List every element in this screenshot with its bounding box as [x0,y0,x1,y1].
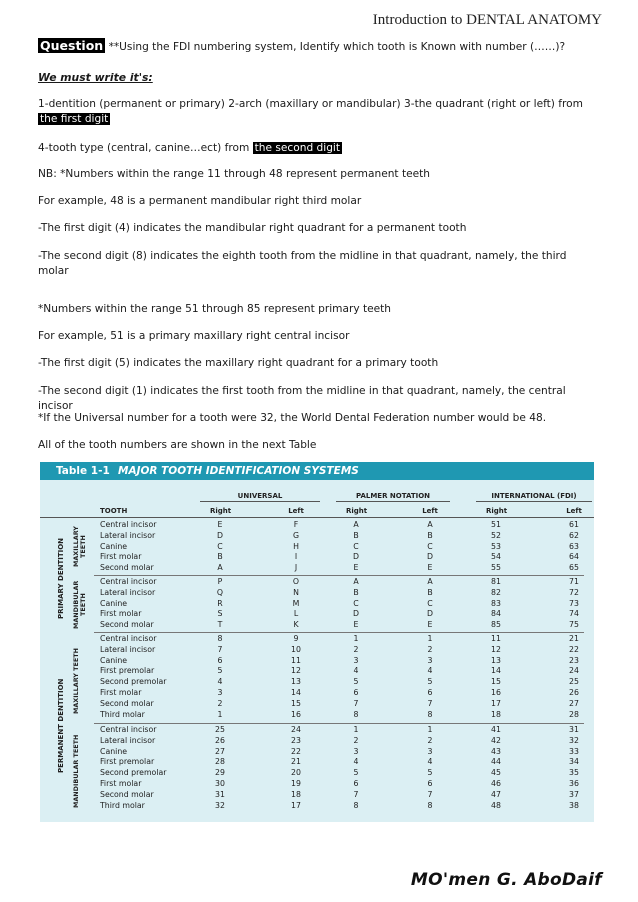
palmer-right-cell: 5 [353,677,359,687]
palmer-left-cell: 4 [427,666,433,676]
palmer-left-cell: C [427,541,433,551]
table-number: Table 1-1 [56,465,110,477]
fdi-left-cell: 75 [569,620,579,630]
universal-right-cell: P [217,577,223,586]
fdi-right-cell: 13 [491,655,501,665]
tooth-name-cell: Lateral incisor [100,644,156,654]
universal-left-cell: J [294,563,298,573]
palmer-right-cell: 4 [353,757,359,767]
fdi-right-cell: 85 [491,620,501,630]
palmer-left-cell: 6 [427,688,433,697]
fdi-right-cell: 11 [491,634,501,643]
fdi-right-cell: 55 [491,563,501,573]
palmer-right-cell: C [353,541,359,551]
col-fdi-right: Right [486,507,508,515]
tooth-name-cell: Central incisor [100,520,157,529]
table-row [40,563,594,574]
universal-left-cell: G [292,530,300,540]
section-divider [94,575,584,576]
universal-left-cell: 10 [291,644,301,654]
fdi-left-cell: 26 [569,688,579,697]
tooth-name-cell: Second molar [100,620,154,630]
palmer-right-cell: 3 [353,655,359,665]
table-group-headers [40,492,594,506]
palmer-right-cell: C [353,598,359,608]
col-universal-right: Right [210,507,232,515]
fdi-right-cell: 48 [491,800,501,810]
palmer-right-cell: E [353,620,359,630]
tooth-name-cell: Canine [100,598,128,608]
section-divider [94,723,584,724]
palmer-left-cell: A [427,520,433,529]
universal-right-cell: 6 [217,655,223,665]
universal-right-cell: Q [216,587,224,597]
universal-left-cell: 20 [291,768,301,778]
palmer-right-cell: 6 [353,779,359,788]
universal-left-cell: 9 [293,634,299,643]
tooth-name-cell: First molar [100,779,142,788]
fdi-right-cell: 51 [491,520,501,529]
fdi-right-cell: 12 [491,644,501,654]
universal-left-cell: 15 [291,698,301,708]
palmer-right-cell: B [353,530,359,540]
primary-first-digit-line: -The first digit (5) indicates the maxillary right quadrant for a primary tooth [38,357,439,369]
fdi-left-cell: 32 [569,735,579,745]
table-row [40,577,594,588]
author-signature: MO'men G. AboDaif [410,870,602,890]
table-row [40,656,594,667]
universal-right-cell: 27 [215,746,225,756]
tooth-name-cell: Central incisor [100,634,157,643]
fdi-left-cell: 27 [569,698,579,708]
universal-left-cell: M [292,598,300,608]
palmer-right-cell: A [353,520,359,529]
fdi-right-cell: 83 [491,598,501,608]
tooth-name-cell: First molar [100,609,142,619]
universal-right-cell: B [217,552,223,562]
universal-right-cell: 28 [215,757,225,767]
highlight-first-digit: the first digit [40,113,109,125]
universal-left-cell: 19 [291,779,301,788]
universal-left-cell: 14 [291,688,301,697]
universal-right-cell: 26 [215,735,225,745]
example-line: For example, 48 is a permanent mandibular right third molar [38,195,362,207]
universal-right-cell: 25 [215,725,225,734]
fdi-right-cell: 41 [491,725,501,734]
fdi-right-cell: 53 [491,541,501,551]
palmer-left-cell: 6 [427,779,433,788]
table-row [40,790,594,801]
fdi-left-cell: 33 [569,746,579,756]
table-row [40,736,594,747]
fdi-group-header: INTERNATIONAL (FDI) [476,492,592,502]
universal-left-cell: 13 [291,677,301,687]
table-row [40,688,594,699]
fdi-left-cell: 62 [569,530,579,540]
universal-right-cell: 31 [215,789,225,799]
tooth-name-cell: Second molar [100,563,154,573]
universal-right-cell: R [217,598,223,608]
table-row [40,552,594,563]
palmer-right-cell: D [352,552,359,562]
universal-right-cell: 7 [217,644,223,654]
palmer-group-header: PALMER NOTATION [336,492,450,502]
universal-left-cell: 16 [291,709,301,719]
palmer-left-cell: 7 [427,698,433,708]
fdi-left-cell: 34 [569,757,579,767]
fdi-left-cell: 38 [569,800,579,810]
table-row [40,747,594,758]
palmer-right-cell: 8 [353,709,359,719]
palmer-left-cell: 3 [427,746,433,756]
table-row [40,710,594,721]
fdi-left-cell: 61 [569,520,579,529]
col-palmer-right: Right [346,507,368,515]
fdi-left-cell: 72 [569,587,579,597]
universal-right-cell: A [217,563,223,573]
palmer-left-cell: 4 [427,757,433,767]
table-column-headers [40,506,594,518]
palmer-left-cell: B [427,530,433,540]
paragraph-line-2 [38,141,598,156]
col-universal-left: Left [288,507,304,515]
palmer-left-cell: 7 [427,789,433,799]
palmer-right-cell: 1 [353,634,359,643]
palmer-left-cell: 5 [427,768,433,778]
tooth-name-cell: Second molar [100,698,154,708]
fdi-left-cell: 64 [569,552,579,562]
fdi-left-cell: 23 [569,655,579,665]
tooth-name-cell: Second premolar [100,768,167,778]
universal-left-cell: 11 [291,655,301,665]
primary-example-line: For example, 51 is a primary maxillary right central incisor [38,330,350,342]
palmer-right-cell: 2 [353,735,359,745]
question-label: Question [40,38,104,53]
table-row [40,757,594,768]
must-write-label: We must write it's: [38,71,153,84]
palmer-right-cell: 3 [353,746,359,756]
palmer-left-cell: B [427,587,433,597]
table-row [40,520,594,531]
fdi-left-cell: 25 [569,677,579,687]
palmer-right-cell: E [353,563,359,573]
palmer-right-cell: A [353,577,359,586]
primary-mandibular-label: MANDIBULAR TEETH [72,580,87,630]
fdi-left-cell: 65 [569,563,579,573]
table-row [40,677,594,688]
palmer-left-cell: 2 [427,735,433,745]
palmer-left-cell: 2 [427,644,433,654]
fdi-left-cell: 63 [569,541,579,551]
universal-left-cell: K [293,620,299,630]
universal-right-cell: S [217,609,223,619]
universal-right-cell: 2 [217,698,223,708]
section-divider [94,632,584,633]
universal-right-cell: D [216,530,223,540]
fdi-right-cell: 16 [491,688,501,697]
fdi-left-cell: 71 [569,577,579,586]
table-row [40,620,594,631]
fdi-right-cell: 45 [491,768,501,778]
universal-left-cell: 24 [291,725,301,734]
tooth-name-cell: Canine [100,746,128,756]
palmer-right-cell: 7 [353,789,359,799]
fdi-right-cell: 43 [491,746,501,756]
fdi-left-cell: 36 [569,779,579,788]
col-fdi-left: Left [566,507,582,515]
permanent-maxillary-label: MAXILLARY TEETH [72,648,80,714]
second-digit-line: -The second digit (8) indicates the eighth tooth from the midline in that quadrant, namely, the third molar [38,250,567,277]
universal-left-cell: O [292,577,300,586]
universal-left-cell: 22 [291,746,301,756]
tooth-identification-table [40,462,594,822]
tooth-name-cell: Canine [100,541,128,551]
universal-left-cell: N [293,587,299,597]
palmer-right-cell: 1 [353,725,359,734]
palmer-right-cell: B [353,587,359,597]
paragraph-2-text: 4-tooth type (central, canine…ect) from [38,142,253,154]
fdi-right-cell: 54 [491,552,501,562]
palmer-right-cell: 2 [353,644,359,654]
tooth-name-cell: First premolar [100,757,155,767]
universal-right-cell: T [217,620,223,630]
universal-right-cell: C [217,541,223,551]
fdi-right-cell: 84 [491,609,501,619]
palmer-left-cell: 8 [427,800,433,810]
table-row [40,599,594,610]
fdi-left-cell: 35 [569,768,579,778]
palmer-left-cell: 1 [427,634,433,643]
palmer-right-cell: D [352,609,359,619]
col-palmer-left: Left [422,507,438,515]
fdi-right-cell: 81 [491,577,501,586]
palmer-right-cell: 4 [353,666,359,676]
palmer-left-cell: 3 [427,655,433,665]
palmer-left-cell: 8 [427,709,433,719]
question-text: **Using the FDI numbering system, Identify which tooth is Known with number (……)? [105,41,566,53]
primary-range-line: *Numbers within the range 51 through 85 represent primary teeth [38,303,392,315]
tooth-name-cell: Canine [100,655,128,665]
fdi-right-cell: 52 [491,530,501,540]
universal-right-cell: 4 [217,677,223,687]
tooth-name-cell: Lateral incisor [100,530,156,540]
universal-right-cell: 5 [217,666,223,676]
universal-right-cell: 32 [215,800,225,810]
tooth-name-cell: Second molar [100,789,154,799]
universal-left-cell: I [294,552,298,562]
table-title: MAJOR TOOTH IDENTIFICATION SYSTEMS [118,465,359,477]
palmer-left-cell: A [427,577,433,586]
primary-maxillary-label: MAXILLARY TEETH [72,526,87,568]
table-row [40,531,594,542]
tooth-name-cell: First molar [100,552,142,562]
fdi-left-cell: 22 [569,644,579,654]
palmer-left-cell: D [426,609,433,619]
tooth-name-cell: Lateral incisor [100,735,156,745]
fdi-right-cell: 44 [491,757,501,767]
universal-left-cell: L [293,609,299,619]
fdi-right-cell: 17 [491,698,501,708]
palmer-right-cell: 5 [353,768,359,778]
universal-left-cell: 17 [291,800,301,810]
palmer-right-cell: 6 [353,688,359,697]
table-row [40,609,594,620]
fdi-right-cell: 14 [491,666,501,676]
permanent-dentition-label: PERMANENT DENTITION [57,678,65,774]
document-title: Introduction to DENTAL ANATOMY [372,12,602,28]
fdi-right-cell: 42 [491,735,501,745]
fdi-left-cell: 74 [569,609,579,619]
fdi-left-cell: 21 [569,634,579,643]
universal-group-header: UNIVERSAL [200,492,320,502]
universal-left-cell: H [293,541,299,551]
permanent-mandibular-label: MANDIBULAR TEETH [72,734,80,808]
fdi-right-cell: 15 [491,677,501,687]
universal-left-cell: 12 [291,666,301,676]
table-row [40,542,594,553]
tooth-name-cell: Lateral incisor [100,587,156,597]
palmer-right-cell: 7 [353,698,359,708]
tooth-name-cell: Central incisor [100,577,157,586]
highlight-second-digit: the second digit [254,142,341,154]
table-row [40,801,594,812]
paragraph-line-1 [38,97,598,127]
palmer-left-cell: D [426,552,433,562]
primary-dentition-label: PRIMARY DENTITION [57,537,65,619]
fdi-left-cell: 31 [569,725,579,734]
palmer-left-cell: 5 [427,677,433,687]
table-row [40,779,594,790]
tooth-name-cell: Third molar [100,709,145,719]
fdi-right-cell: 82 [491,587,501,597]
table-row [40,768,594,779]
universal-left-cell: F [293,520,299,529]
table-row [40,588,594,599]
fdi-left-cell: 24 [569,666,579,676]
fdi-left-cell: 37 [569,789,579,799]
universal-right-cell: 3 [217,688,223,697]
universal-right-cell: E [217,520,223,529]
universal-note-line: *If the Universal number for a tooth were 32, the World Dental Federation number would be 48. [38,412,547,424]
tooth-name-cell: Third molar [100,800,145,810]
col-tooth: TOOTH [100,507,128,515]
universal-right-cell: 8 [217,634,223,643]
table-title-bar [40,462,594,480]
table-row [40,699,594,710]
tooth-name-cell: First molar [100,688,142,697]
palmer-left-cell: C [427,598,433,608]
fdi-left-cell: 73 [569,598,579,608]
note-line: NB: *Numbers within the range 11 through 48 represent permanent teeth [38,168,431,180]
fdi-right-cell: 18 [491,709,501,719]
primary-second-digit-line: -The second digit (1) indicates the first tooth from the midline in that quadrant, namely, the central incisor [38,385,566,412]
palmer-left-cell: 1 [427,725,433,734]
universal-left-cell: 18 [291,789,301,799]
universal-left-cell: 23 [291,735,301,745]
universal-left-cell: 21 [291,757,301,767]
table-row [40,666,594,677]
universal-right-cell: 1 [217,709,223,719]
table-intro-line: All of the tooth numbers are shown in the next Table [38,439,317,451]
tooth-name-cell: Central incisor [100,725,157,734]
question-line [38,38,598,55]
tooth-name-cell: Second premolar [100,677,167,687]
palmer-left-cell: E [427,620,433,630]
fdi-left-cell: 28 [569,709,579,719]
table-row [40,645,594,656]
must-write-heading [38,70,598,86]
paragraph-1-text: 1-dentition (permanent or primary) 2-arch (maxillary or mandibular) 3-the quadrant (right or left) from [38,98,583,110]
table-row [40,634,594,645]
palmer-left-cell: E [427,563,433,573]
universal-right-cell: 30 [215,779,225,788]
tooth-name-cell: First premolar [100,666,155,676]
universal-right-cell: 29 [215,768,225,778]
palmer-right-cell: 8 [353,800,359,810]
fdi-right-cell: 47 [491,789,501,799]
fdi-right-cell: 46 [491,779,501,788]
table-row [40,725,594,736]
first-digit-line: -The first digit (4) indicates the mandibular right quadrant for a permanent tooth [38,222,467,234]
